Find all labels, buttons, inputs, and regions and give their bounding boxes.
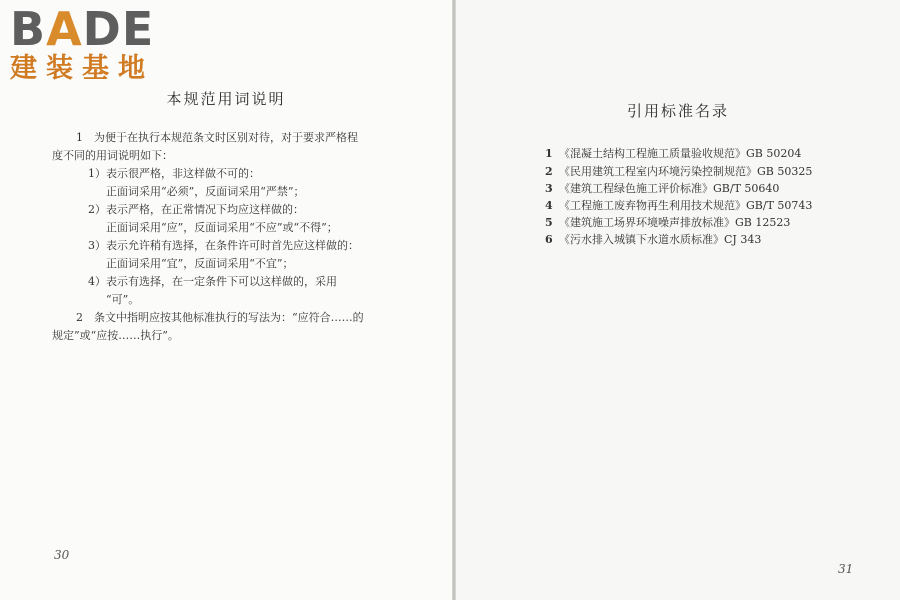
left-page-number: 30 (54, 548, 70, 562)
left-line-6: 正面词采用“应”，反面词采用“不应”或“不得”； (106, 221, 338, 234)
reference-number: 1 (545, 147, 553, 160)
left-line-8: 正面词采用“宜”，反面词采用“不宜”； (106, 257, 294, 270)
reference-text: 《污水排入城镇下水道水质标准》CJ 343 (559, 233, 762, 246)
brand-logo (8, 4, 178, 84)
reference-number: 3 (545, 182, 553, 195)
logo-letters-de: DE (82, 2, 155, 56)
reference-text: 《混凝土结构工程施工质量验收规范》GB 50204 (559, 147, 802, 160)
reference-item (545, 182, 779, 196)
right-page-title: 引用标准名录 (626, 102, 729, 120)
reference-text: 《工程施工废弃物再生利用技术规范》GB/T 50743 (559, 199, 813, 212)
left-line-9: 4）表示有选择，在一定条件下可以这样做的，采用 (88, 275, 337, 288)
reference-text: 《建筑工程绿色施工评价标准》GB/T 50640 (559, 182, 780, 195)
right-page (456, 0, 900, 600)
left-line-5: 2）表示严格，在正常情况下均应这样做的： (88, 203, 304, 216)
reference-item (545, 233, 761, 247)
logo-chinese-text: 建装基地 (10, 53, 154, 84)
right-page-number: 31 (838, 562, 854, 576)
left-line-1: 1 为便于在执行本规范条文时区别对待，对于要求严格程 (76, 131, 358, 144)
reference-number: 6 (545, 233, 553, 246)
reference-item (545, 199, 812, 213)
left-page-title: 本规范用词说明 (166, 90, 286, 108)
logo-letter-a: A (46, 2, 83, 56)
left-line-7: 3）表示允许稍有选择，在条件许可时首先应这样做的： (88, 239, 359, 252)
reference-item (545, 147, 801, 161)
reference-item (545, 216, 790, 230)
logo-letter-b: B (10, 2, 47, 56)
reference-item (545, 165, 812, 179)
reference-number: 2 (545, 165, 553, 178)
left-line-11: 2 条文中指明应按其他标准执行的写法为：“应符合……的 (76, 311, 364, 324)
left-line-10: “可”。 (106, 293, 140, 306)
reference-text: 《民用建筑工程室内环境污染控制规范》GB 50325 (559, 165, 813, 178)
reference-number: 4 (545, 199, 553, 212)
left-line-3: 1）表示很严格，非这样做不可的： (88, 167, 260, 180)
left-line-4: 正面词采用“必须”，反面词采用“严禁”； (106, 185, 305, 198)
left-line-12: 规定”或“应按……执行”。 (52, 329, 179, 342)
logo-wordmark (10, 4, 154, 54)
reference-text: 《建筑施工场界环境噪声排放标准》GB 12523 (559, 216, 791, 229)
left-line-2: 度不同的用词说明如下： (52, 149, 173, 162)
reference-number: 5 (545, 216, 553, 229)
